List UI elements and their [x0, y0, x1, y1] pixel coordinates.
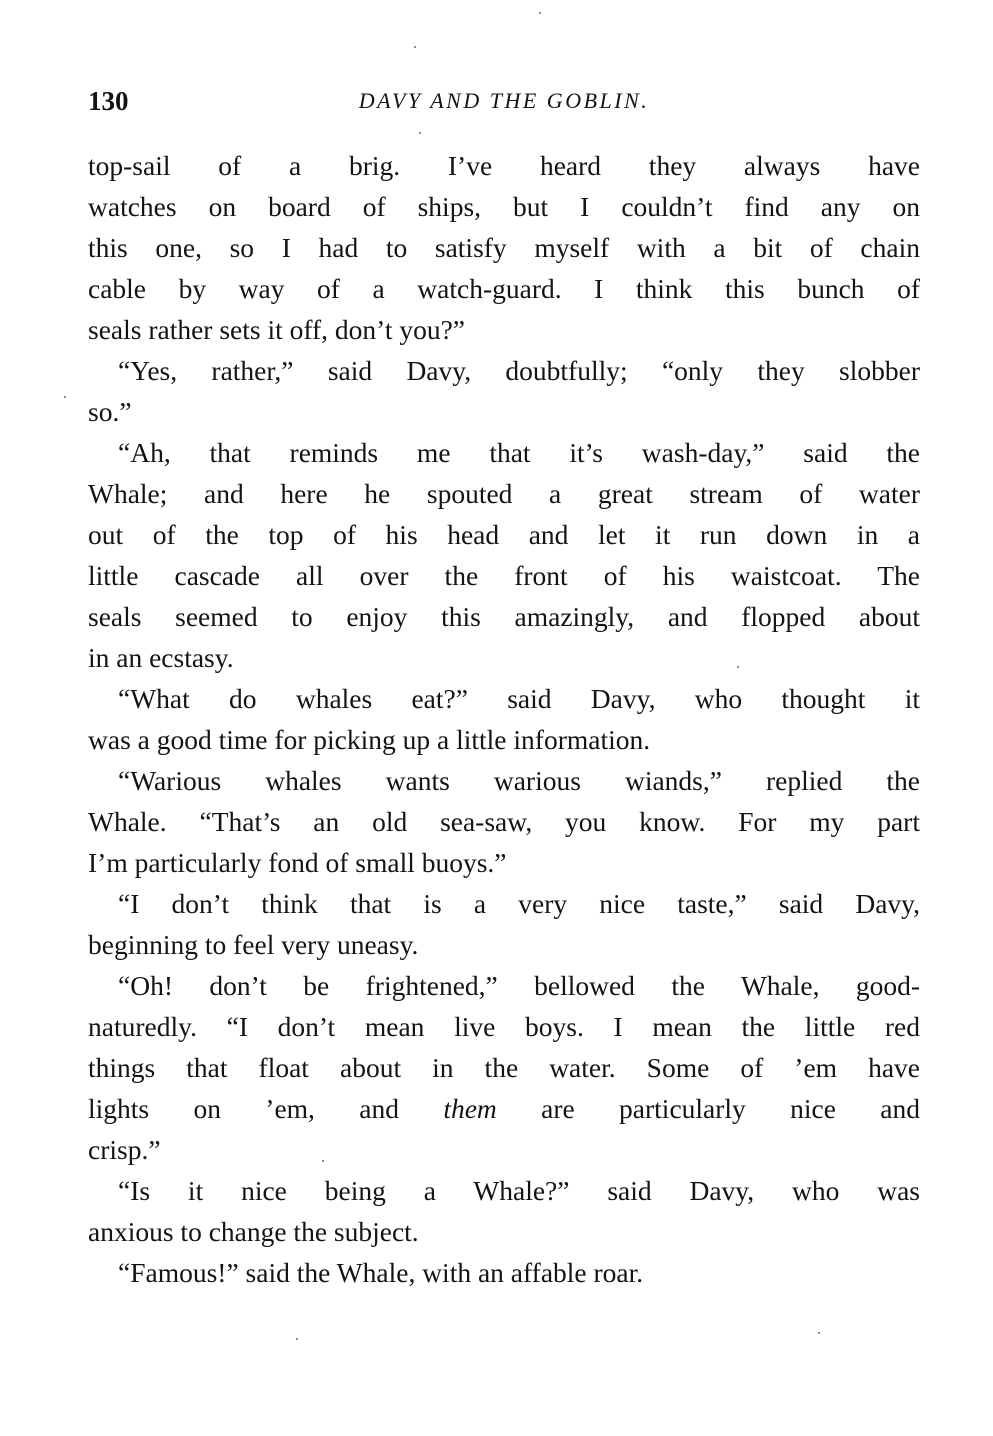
paper-speck — [539, 12, 541, 14]
running-title: DAVY AND THE GOBLIN. — [358, 88, 650, 113]
text-line: “Famous!” said the Whale, with an affable roar. — [118, 1257, 644, 1288]
text-line: seals seemed to enjoy this amazingly, and flopped about — [88, 601, 920, 632]
text-line: this one, so I had to satisfy myself with a bit of chain — [88, 232, 920, 263]
text-line: “What do whales eat?” said Davy, who thought it — [118, 683, 920, 714]
text-line: things that float about in the water. Some of ’em have — [88, 1052, 920, 1083]
text-line: “I don’t think that is a very nice taste,” said Davy, — [118, 888, 920, 919]
text-line: naturedly. “I don’t mean live boys. I mean the little red — [88, 1011, 920, 1042]
body-text — [88, 145, 920, 1293]
text-line: crisp.” — [88, 1134, 161, 1165]
page-header — [88, 86, 920, 122]
paper-speck — [322, 1160, 324, 1162]
text-line: Whale. “That’s an old sea-saw, you know. For my part — [88, 806, 920, 837]
paper-speck — [818, 1332, 820, 1334]
text-line: in an ecstasy. — [88, 642, 234, 673]
text-line: watches on board of ships, but I couldn’t find any on — [88, 191, 920, 222]
text-line: was a good time for picking up a little information. — [88, 724, 651, 755]
text-line: cable by way of a watch-guard. I think this bunch of — [88, 273, 920, 304]
text-line: out of the top of his head and let it run down in a — [88, 519, 920, 550]
text-line: “Is it nice being a Whale?” said Davy, who was — [118, 1175, 920, 1206]
text-line: “Warious whales wants warious wiands,” replied the — [118, 765, 920, 796]
emphasized-word: them — [443, 1093, 497, 1124]
text-line: “Yes, rather,” said Davy, doubtfully; “only they slobber — [118, 355, 920, 386]
text-line: beginning to feel very uneasy. — [88, 929, 419, 960]
paper-speck — [64, 396, 66, 398]
paper-speck — [296, 1338, 298, 1340]
page-number: 130 — [88, 86, 129, 116]
paper-speck — [737, 666, 739, 668]
text-line: I’m particularly fond of small buoys.” — [88, 847, 507, 878]
text-line: so.” — [88, 396, 132, 427]
text-line: little cascade all over the front of his waistcoat. The — [88, 560, 920, 591]
paper-speck — [414, 46, 416, 48]
text-line: “Oh! don’t be frightened,” bellowed the Whale, good- — [118, 970, 920, 1001]
text-line: top-sail of a brig. I’ve heard they always have — [88, 150, 920, 181]
text-line: anxious to change the subject. — [88, 1216, 419, 1247]
text-line: “Ah, that reminds me that it’s wash-day,” said the — [118, 437, 920, 468]
text-line: lights on ’em, and them are particularly nice and — [88, 1093, 920, 1124]
paper-speck — [419, 132, 421, 134]
text-line: Whale; and here he spouted a great stream of water — [88, 478, 920, 509]
text-line: seals rather sets it off, don’t you?” — [88, 314, 466, 345]
